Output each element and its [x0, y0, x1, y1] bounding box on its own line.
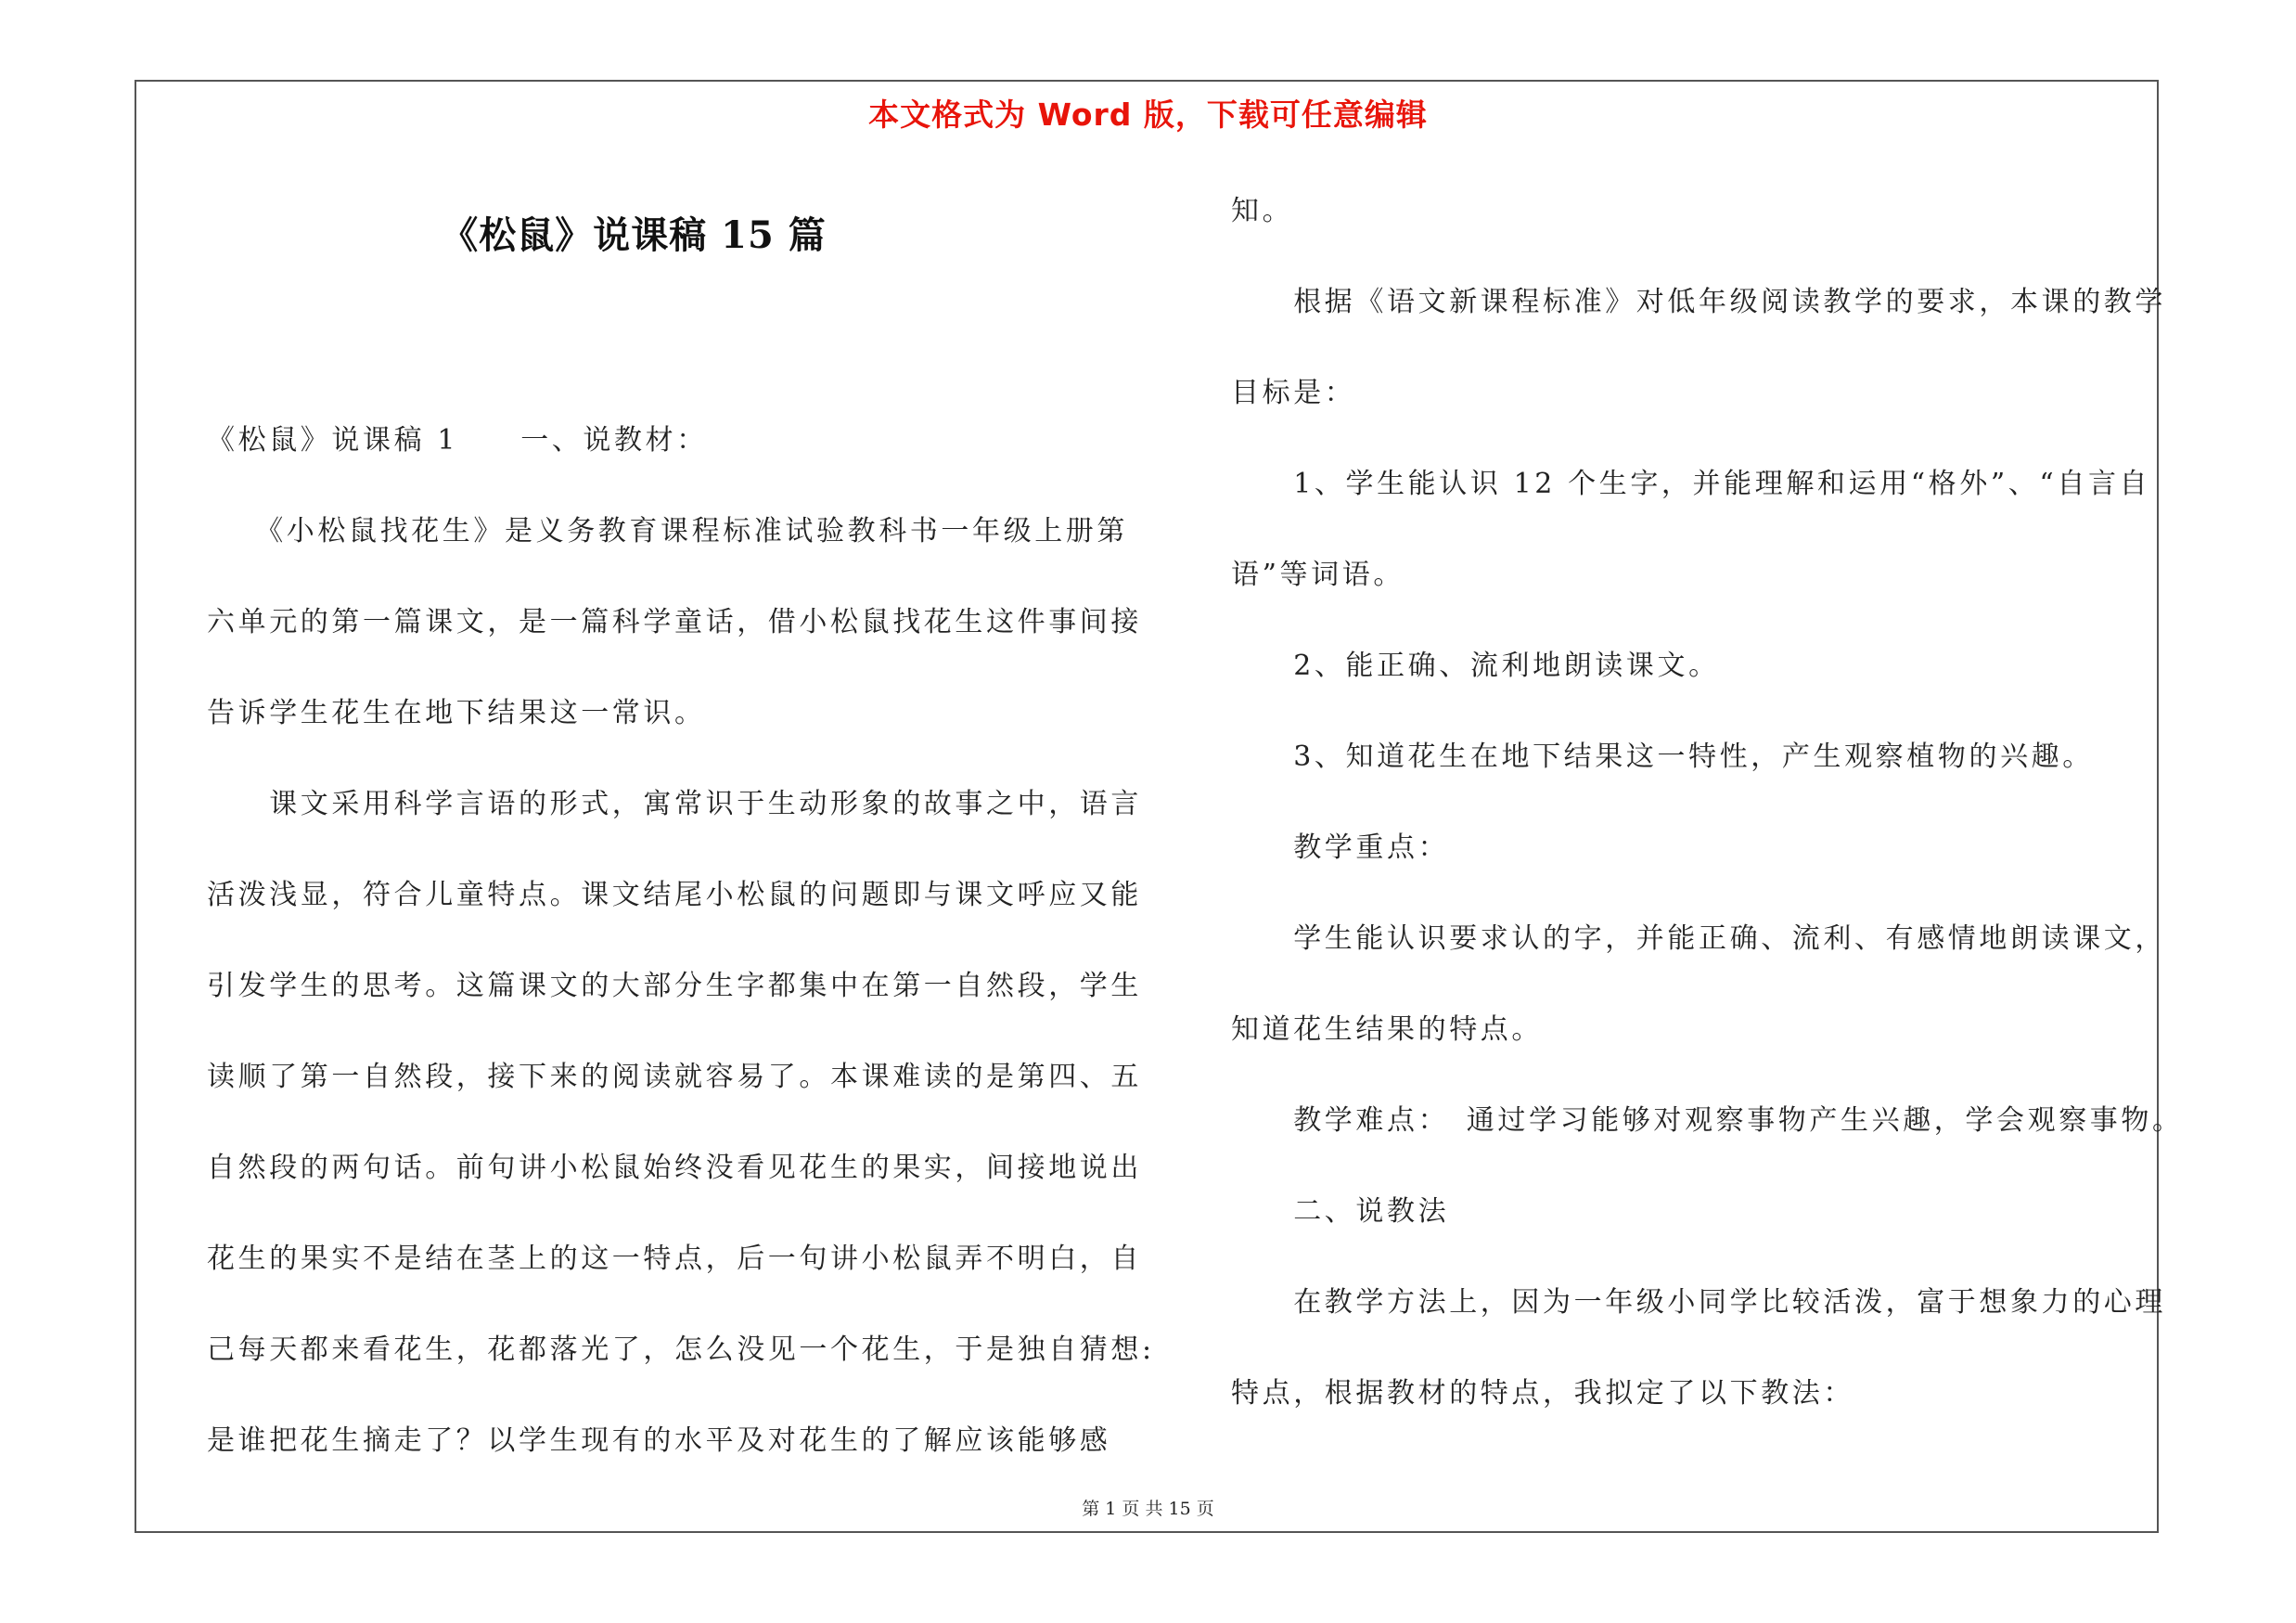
page-number-footer: 第 1 页 共 15 页 — [1082, 1499, 1214, 1519]
paragraph-line: 知道花生结果的特点。 — [1231, 1013, 1543, 1046]
paragraph-line: 《松鼠》说课稿 1 一、说教材： — [207, 424, 708, 457]
paragraph-line: 语”等词语。 — [1231, 559, 1405, 591]
paragraph-line: 是谁把花生摘走了？以学生现有的水平及对花生的了解应该能够感 — [207, 1424, 1111, 1457]
paragraph-line: 教学难点： 通过学习能够对观察事物产生兴趣，学会观察事物。 — [1231, 1104, 2184, 1137]
paragraph-line: 3、知道花生在地下结果这一特性，产生观察植物的兴趣。 — [1231, 741, 2094, 773]
paragraph-line: 引发学生的思考。这篇课文的大部分生字都集中在第一自然段，学生 — [207, 970, 1142, 1002]
paragraph-line: 活泼浅显，符合儿童特点。课文结尾小松鼠的问题即与课文呼应又能 — [207, 879, 1142, 911]
paragraph-line: 自然段的两句话。前句讲小松鼠始终没看见花生的果实，间接地说出 — [207, 1152, 1142, 1184]
paragraph-line: 课文采用科学言语的形式，寓常识于生动形象的故事之中，语言 — [207, 788, 1142, 820]
paragraph-line: 特点，根据教材的特点，我拟定了以下教法： — [1231, 1377, 1854, 1410]
paragraph-line: 己每天都来看花生，花都落光了，怎么没见一个花生，于是独自猜想: — [207, 1333, 1155, 1366]
paragraph-line: 告诉学生花生在地下结果这一常识。 — [207, 697, 706, 729]
paragraph-line: 1、学生能认识 12 个生字，并能理解和运用“格外”、“自言自 — [1231, 468, 2151, 500]
paragraph-line: 《小松鼠找花生》是义务教育课程标准试验教科书一年级上册第 — [207, 515, 1128, 547]
paragraph-line: 学生能认识要求认的字，并能正确、流利、有感情地朗读课文， — [1231, 922, 2166, 955]
paragraph-line: 六单元的第一篇课文，是一篇科学童话，借小松鼠找花生这件事间接 — [207, 606, 1142, 638]
paragraph-line: 2、能正确、流利地朗读课文。 — [1231, 650, 1720, 682]
paragraph-line: 根据《语文新课程标准》对低年级阅读教学的要求，本课的教学 — [1231, 286, 2166, 318]
paragraph-line: 读顺了第一自然段，接下来的阅读就容易了。本课难读的是第四、五 — [207, 1061, 1142, 1093]
paragraph-line: 知。 — [1231, 195, 1294, 227]
paragraph-line: 花生的果实不是结在茎上的这一特点，后一句讲小松鼠弄不明白，自 — [207, 1243, 1142, 1275]
paragraph-line: 在教学方法上，因为一年级小同学比较活泼，富于想象力的心理 — [1231, 1286, 2166, 1319]
paragraph-line: 二、说教法 — [1231, 1195, 1450, 1228]
paragraph-line: 目标是： — [1231, 377, 1356, 409]
document-title: 《松鼠》说课稿 15 篇 — [441, 213, 827, 257]
format-notice-banner: 本文格式为 Word 版，下载可任意编辑 — [868, 97, 1428, 133]
paragraph-line: 教学重点： — [1231, 831, 1450, 864]
